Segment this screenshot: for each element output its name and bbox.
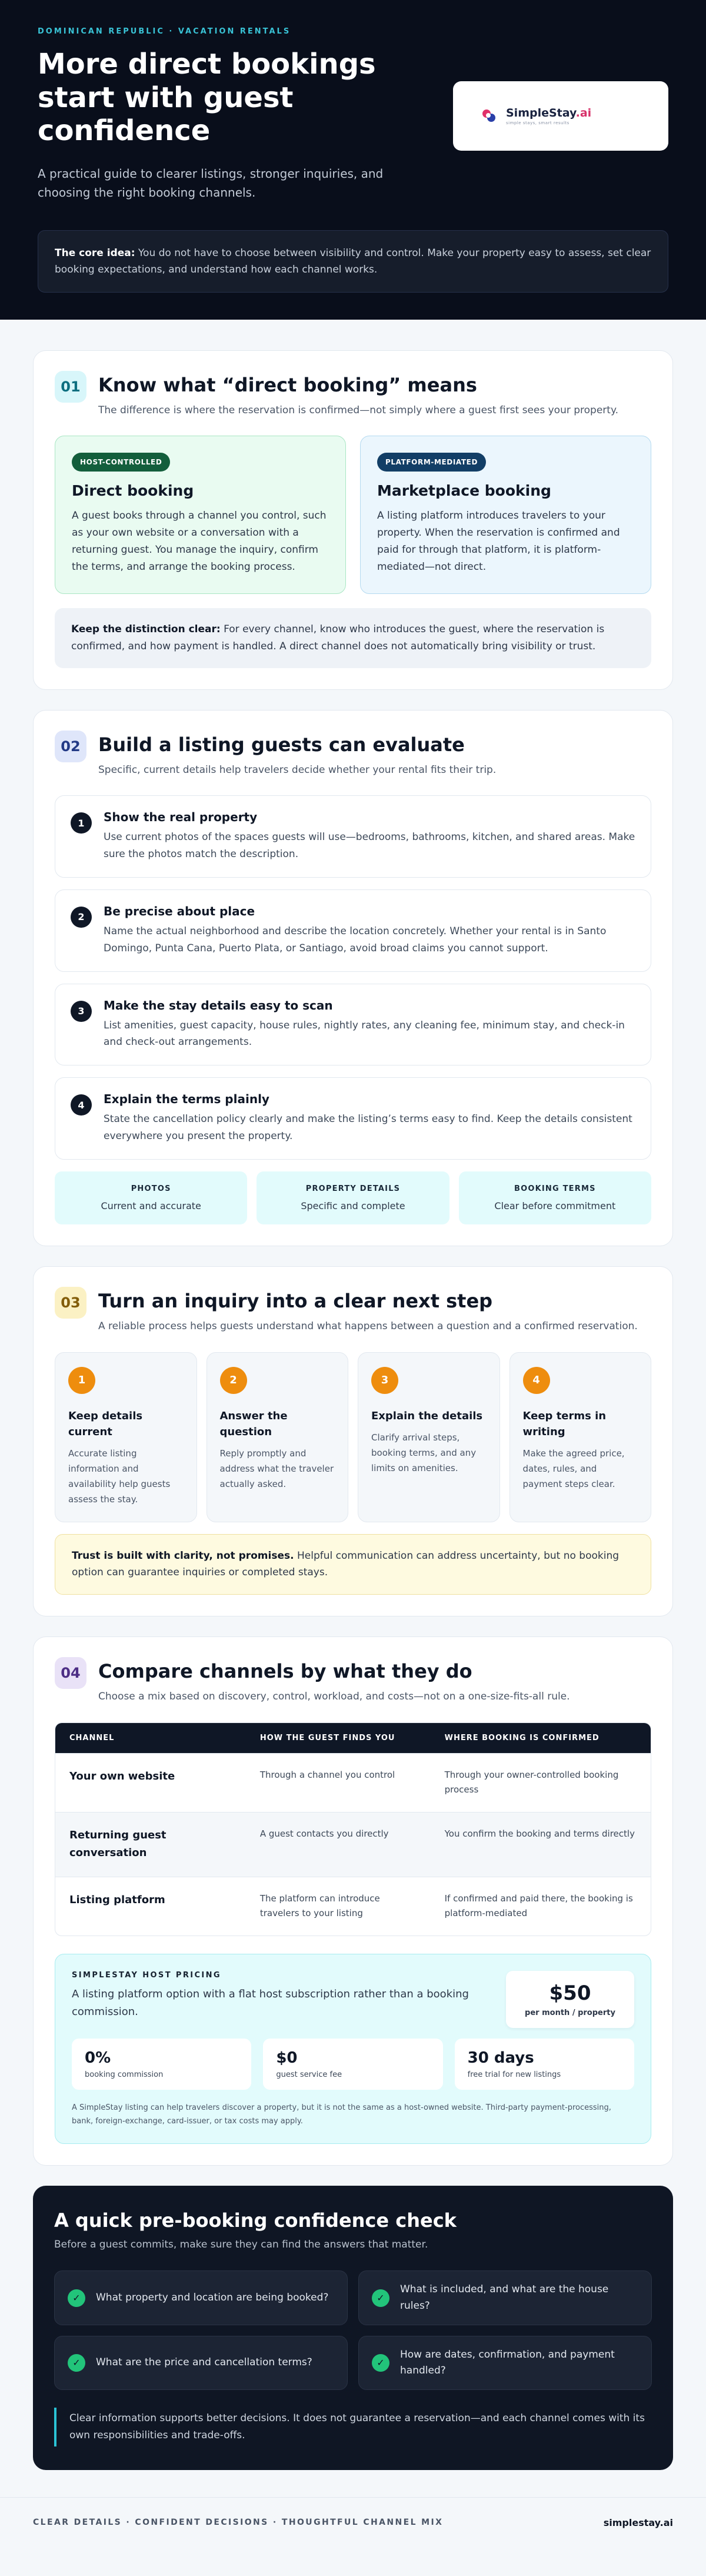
section-subtitle: The difference is where the reservation is confirmed—not simply where a guest first sees your property.	[98, 404, 618, 416]
core-idea-text: You do not have to choose between visibility and control. Make your property easy to assess, set clear booking expectations, and understand how each channel works.	[55, 247, 651, 275]
checklist-item	[358, 2336, 652, 2390]
pillar-value: Specific and complete	[301, 1200, 405, 1212]
hero-eyebrow: DOMINICAN REPUBLIC · VACATION RENTALS	[38, 27, 291, 36]
section-listing	[33, 710, 673, 1246]
step-text: State the cancellation policy clearly and make the listing’s terms easy to find. Keep the details consistent everywhere you present the property.	[104, 1113, 632, 1143]
checklist-item	[54, 2336, 348, 2390]
core-idea-box	[38, 230, 668, 293]
price-card	[506, 1971, 634, 2028]
pillar-label: BOOKING TERMS	[514, 1184, 596, 1194]
trust-note-text: Helpful communication can address uncertainty, but no booking option can guarantee inquiries or completed stays.	[72, 1549, 620, 1579]
flow-step-title: Answer the question	[219, 1409, 288, 1438]
section-direct-booking	[33, 350, 673, 690]
checklist-item	[358, 2270, 652, 2325]
hero-title: More direct bookings start with guest confidence	[38, 48, 376, 148]
table-cell: If confirmed and paid there, the booking is platform-mediated	[431, 1877, 651, 1936]
flow-step-text: Reply promptly and address what the traveler actually asked.	[219, 1448, 334, 1489]
flow-step	[509, 1352, 652, 1522]
section-number: 03	[55, 1287, 86, 1319]
flow-step-title: Keep terms in writing	[522, 1409, 607, 1438]
checkmark-icon: ✓	[372, 2289, 389, 2307]
flow-step-text: Make the agreed price, dates, rules, and payment steps clear.	[522, 1448, 625, 1489]
table-cell: A guest contacts you directly	[246, 1812, 431, 1877]
checklist-item-text: What property and location are being booked?	[96, 2291, 329, 2303]
step-title: Make the stay details easy to scan	[104, 998, 333, 1013]
checklist-footnote: Clear information supports better decisions. It does not guarantee a reservation—and each channel comes with its own responsibilities and trade-offs.	[54, 2408, 652, 2446]
direct-booking-title: Direct booking	[72, 482, 194, 500]
footer-tagline: CLEAR DETAILS · CONFIDENT DECISIONS · THOUGHTFUL CHANNEL MIX	[33, 2518, 444, 2528]
flow-step	[358, 1352, 500, 1522]
trust-note	[55, 1534, 651, 1595]
section-title: Compare channels by what they do	[98, 1660, 472, 1683]
channel-name: Your own website	[55, 1753, 246, 1812]
logo-name: SimpleStay.ai	[506, 107, 592, 119]
price-amount: $50	[549, 1981, 591, 2005]
column-header: CHANNEL	[55, 1723, 246, 1753]
distinction-note-text: For every channel, know who introduces the guest, where the reservation is confirmed, and how payment is handled. A direct channel does not automatically bring visibility or trust.	[71, 623, 605, 652]
pricing-fine-print: A SimpleStay listing can help travelers discover a property, but it is not the same as a host-owned website. Third-party payment-processing, bank, foreign-exchange, card-issuer, or tax costs may apply.	[72, 2103, 611, 2126]
stat-value: 30 days	[467, 2049, 534, 2067]
section-subtitle: A reliable process helps guests understand what happens between a question and a confirmed reservation.	[98, 1320, 638, 1333]
pillar-label: PROPERTY DETAILS	[305, 1184, 401, 1194]
step-text: Use current photos of the spaces guests will use—bedrooms, bathrooms, kitchen, and shared areas. Make sure the photos match the description.	[104, 831, 635, 860]
trust-note-label: Trust is built with clarity, not promises.	[72, 1549, 294, 1562]
column-header: HOW THE GUEST FINDS YOU	[246, 1723, 431, 1753]
marketplace-booking-title: Marketplace booking	[377, 482, 551, 500]
step-number-badge: 4	[71, 1094, 92, 1116]
logo-tagline: simple stays, smart results	[506, 121, 570, 125]
stat-service-fee	[263, 2039, 442, 2090]
stat-label: booking commission	[85, 2070, 164, 2079]
marketplace-booking-card	[360, 436, 651, 594]
channel-comparison-table	[55, 1722, 651, 1936]
flow-step-number: 1	[68, 1367, 95, 1394]
channel-name: Listing platform	[55, 1877, 246, 1936]
distinction-note	[55, 608, 651, 668]
checklist-subtitle: Before a guest commits, make sure they can find the answers that matter.	[54, 2239, 428, 2251]
pillar-property-details	[257, 1171, 449, 1224]
checklist-item-text: What are the price and cancellation terms?	[96, 2356, 312, 2369]
checkmark-icon: ✓	[68, 2289, 85, 2307]
step-title: Be precise about place	[104, 904, 255, 918]
section-inquiry	[33, 1266, 673, 1616]
listing-pillars	[55, 1171, 651, 1224]
section-number: 02	[55, 731, 86, 762]
stat-free-trial	[455, 2039, 634, 2090]
flow-step-text: Clarify arrival steps, booking terms, and any limits on amenities.	[371, 1432, 477, 1473]
step-text: Name the actual neighborhood and describe the location concretely. Whether your rental is in Santo Domingo, Punta Cana, Puerto Plata, or Santiago, avoid broad claims you cannot support.	[104, 925, 607, 954]
pricing-stats	[72, 2039, 634, 2090]
section-title: Build a listing guests can evaluate	[98, 733, 465, 756]
marketplace-booking-text: A listing platform introduces travelers to your property. When the reservation is confirmed and paid for through that platform, it is platform-mediated—not direct.	[377, 510, 620, 573]
stat-value: 0%	[85, 2049, 111, 2067]
pillar-booking-terms	[459, 1171, 651, 1224]
logo-card[interactable]	[453, 81, 668, 151]
listing-step	[55, 984, 651, 1066]
listing-step	[55, 889, 651, 972]
stat-commission	[72, 2039, 251, 2090]
step-number-badge: 3	[71, 1001, 92, 1022]
step-text: List amenities, guest capacity, house rules, nightly rates, any cleaning fee, minimum stay, and check-in and check-out arrangements.	[104, 1019, 625, 1048]
host-controlled-badge: HOST-CONTROLLED	[72, 453, 170, 472]
section-number: 04	[55, 1657, 86, 1689]
table-header-row	[55, 1723, 651, 1753]
core-idea-label: The core idea:	[55, 247, 135, 259]
flow-step-number: 3	[371, 1367, 398, 1394]
platform-mediated-badge: PLATFORM-MEDIATED	[377, 453, 486, 472]
inquiry-flow	[55, 1352, 651, 1522]
pillar-value: Clear before commitment	[494, 1200, 616, 1212]
table-cell: The platform can introduce travelers to your listing	[246, 1877, 431, 1936]
table-row	[55, 1877, 651, 1936]
table-row	[55, 1753, 651, 1812]
distinction-note-label: Keep the distinction clear:	[71, 623, 221, 635]
column-header: WHERE BOOKING IS CONFIRMED	[431, 1723, 651, 1753]
footer-site-link[interactable]: simplestay.ai	[603, 2517, 673, 2528]
step-number-badge: 1	[71, 812, 92, 834]
direct-booking-text: A guest books through a channel you control, such as your own website or a conversation with a returning guest. You manage the inquiry, confirm the terms, and arrange the booking process.	[72, 510, 327, 573]
page-footer	[0, 2497, 706, 2548]
table-row	[55, 1812, 651, 1877]
hero-subtitle: A practical guide to clearer listings, stronger inquiries, and choosing the right booking channels.	[38, 166, 384, 200]
step-title: Show the real property	[104, 810, 258, 825]
pricing-eyebrow: SIMPLESTAY HOST PRICING	[72, 1970, 221, 1980]
table-cell: Through a channel you control	[246, 1753, 431, 1812]
flow-step-number: 2	[220, 1367, 247, 1394]
pricing-panel	[55, 1954, 651, 2145]
stat-label: free trial for new listings	[467, 2070, 561, 2079]
price-period: per month / property	[525, 2008, 615, 2017]
pillar-value: Current and accurate	[101, 1200, 201, 1212]
listing-step	[55, 795, 651, 878]
step-number-badge: 2	[71, 907, 92, 928]
pillar-label: PHOTOS	[131, 1184, 171, 1194]
flow-step-title: Explain the details	[371, 1409, 483, 1422]
checklist-item-text: What is included, and what are the house rules?	[400, 2283, 609, 2312]
section-title: Know what “direct booking” means	[98, 374, 477, 396]
section-channels	[33, 1636, 673, 2166]
table-cell: You confirm the booking and terms directly	[431, 1812, 651, 1877]
section-subtitle: Specific, current details help travelers decide whether your rental fits their trip.	[98, 763, 497, 776]
checklist-item	[54, 2270, 348, 2325]
stat-value: $0	[276, 2049, 298, 2067]
channel-name: Returning guest conversation	[55, 1812, 246, 1877]
checkmark-icon: ✓	[68, 2354, 85, 2372]
section-subtitle: Choose a mix based on discovery, control, workload, and costs—not on a one-size-fits-all rule.	[98, 1691, 570, 1703]
flow-step-text: Accurate listing information and availability help guests assess the stay.	[68, 1448, 171, 1505]
pricing-description: A listing platform option with a flat host subscription rather than a booking commission.	[72, 1987, 469, 2018]
flow-step-number: 4	[523, 1367, 550, 1394]
checkmark-icon: ✓	[372, 2354, 389, 2372]
flow-step-title: Keep details current	[68, 1409, 143, 1438]
confidence-checklist	[33, 2186, 673, 2470]
simplestay-logo-icon	[482, 108, 498, 124]
listing-step	[55, 1077, 651, 1160]
checklist-item-text: How are dates, confirmation, and payment handled?	[400, 2348, 615, 2376]
table-cell: Through your owner-controlled booking process	[431, 1753, 651, 1812]
direct-booking-card	[55, 436, 346, 594]
main-content	[0, 320, 706, 2470]
step-title: Explain the terms plainly	[104, 1092, 269, 1107]
stat-label: guest service fee	[276, 2070, 342, 2079]
pillar-photos	[55, 1171, 247, 1224]
flow-step	[55, 1352, 197, 1522]
section-title: Turn an inquiry into a clear next step	[98, 1290, 493, 1313]
flow-step	[207, 1352, 349, 1522]
hero	[0, 0, 706, 320]
section-number: 01	[55, 371, 86, 403]
checklist-title: A quick pre-booking confidence check	[54, 2209, 457, 2232]
